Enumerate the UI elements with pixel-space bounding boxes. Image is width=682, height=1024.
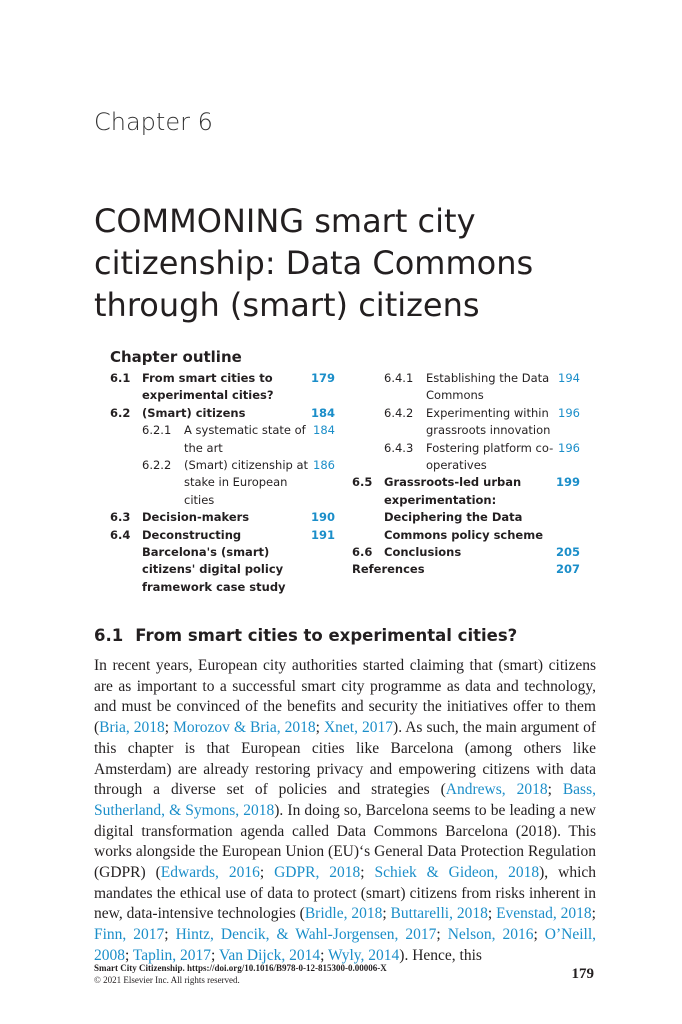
- body-text-run: ;: [320, 946, 329, 964]
- toc-entry-title: Experimenting within grassroots innovation: [426, 405, 551, 438]
- toc-entry-title: Deconstructing Barcelona's (smart) citizens' digital policy framework case study: [142, 527, 286, 594]
- toc-entry[interactable]: [352, 370, 580, 405]
- toc-entry-page[interactable]: 205: [555, 545, 580, 560]
- toc-entry-number: 6.4.2: [384, 405, 414, 420]
- toc-entry-title: Establishing the Data Commons: [426, 371, 550, 403]
- body-text-run: In recent years, European city authorities started claiming that (smart) citizens are as important to a successful smart city programme as data and technology, and must be convinced of the benefits and security the initiatives offer to them (: [94, 657, 596, 737]
- toc-entry-page[interactable]: 199: [555, 475, 580, 490]
- toc-entry-number: 6.2.2: [142, 458, 172, 473]
- toc-entry[interactable]: [110, 509, 335, 526]
- toc-entry-page[interactable]: 190: [310, 510, 335, 525]
- toc-entry-number: 6.5: [352, 475, 373, 490]
- toc-entry-number: 6.2: [110, 405, 131, 420]
- outline-heading: Chapter outline: [110, 348, 242, 366]
- toc-entry-page[interactable]: 184: [310, 405, 335, 420]
- toc-entry-number: 6.1: [110, 371, 131, 385]
- toc-entry-title: (Smart) citizens: [142, 405, 246, 420]
- citation-link[interactable]: Edwards, 2016: [160, 864, 260, 882]
- citation-link[interactable]: Evenstad, 2018: [496, 905, 592, 923]
- body-text-run: ;: [125, 946, 133, 964]
- body-text-run: ;: [547, 781, 563, 799]
- body-text-run: ;: [315, 719, 324, 737]
- citation-link[interactable]: Xnet, 2017: [323, 719, 394, 737]
- toc-entry-title: Fostering platform co-operatives: [426, 440, 554, 473]
- toc-entry-number: 6.4.1: [384, 371, 414, 385]
- chapter-title: COMMONING smart city citizenship: Data Commons through (smart) citizens: [94, 202, 534, 324]
- citation-link[interactable]: Bria, 2018: [99, 719, 165, 737]
- citation-link[interactable]: Hintz, Dencik, & Wahl-Jorgensen, 2017: [175, 926, 437, 944]
- body-text-run: ;: [382, 905, 391, 923]
- body-text-run: ;: [360, 864, 375, 882]
- body-text-run: ), which mandates the ethical use of data to protect (smart) citizens from risks inherent in new, data-intensive technologies (: [94, 864, 597, 923]
- toc-entry-number: 6.2.1: [142, 423, 172, 438]
- body-text-run: ;: [211, 946, 219, 964]
- toc-entry-title: Grassroots-led urban experimentation: Deciphering the Data Commons policy scheme: [384, 475, 544, 542]
- toc-entry-page[interactable]: 207: [555, 562, 580, 577]
- section-title: From smart cities to experimental cities?: [135, 626, 518, 645]
- body-text-run: ;: [436, 926, 448, 944]
- toc-entry-title: References: [352, 562, 425, 577]
- toc-entry[interactable]: [110, 527, 335, 597]
- toc-entry[interactable]: [352, 405, 580, 440]
- citation-link[interactable]: Nelson, 2016: [447, 926, 534, 944]
- citation-link[interactable]: GDPR, 2018: [274, 864, 361, 882]
- citation-link[interactable]: Buttarelli, 2018: [390, 905, 488, 923]
- chapter-label: Chapter 6: [94, 108, 213, 136]
- body-text-run: ;: [591, 905, 596, 923]
- body-text-run: ;: [487, 905, 497, 923]
- section-number: 6.1: [94, 626, 124, 645]
- citation-link[interactable]: Van Dijck, 2014: [218, 946, 321, 964]
- toc-entry-number: 6.4: [110, 527, 131, 542]
- body-text-run: ;: [164, 926, 176, 944]
- citation-link[interactable]: Bridle, 2018: [304, 905, 383, 923]
- toc-entry-page[interactable]: 179: [310, 371, 335, 385]
- toc-entry-page[interactable]: 191: [310, 527, 335, 542]
- toc-entry-page[interactable]: 184: [313, 423, 335, 438]
- toc-entry-page[interactable]: 194: [558, 371, 580, 385]
- footer-doi: Smart City Citizenship. https://doi.org/10.1016/B978-0-12-815300-0.00006-X: [94, 963, 387, 973]
- outline-right-column: [352, 370, 580, 579]
- toc-entry-number: 6.6: [352, 545, 373, 560]
- toc-entry-number: 6.3: [110, 510, 131, 525]
- toc-entry[interactable]: [352, 561, 580, 578]
- toc-entry[interactable]: [352, 544, 580, 561]
- footer: [94, 962, 387, 986]
- toc-entry-title: A systematic state of the art: [184, 423, 306, 455]
- outline-left-column: [110, 370, 335, 596]
- toc-entry[interactable]: [352, 474, 580, 544]
- toc-entry[interactable]: [110, 422, 335, 457]
- toc-entry-title: (Smart) citizenship at stake in European cities: [184, 458, 309, 507]
- toc-entry-page[interactable]: 186: [313, 458, 335, 473]
- toc-entry-page[interactable]: 196: [558, 440, 580, 455]
- footer-copyright: © 2021 Elsevier Inc. All rights reserved.: [94, 975, 240, 985]
- toc-entry-number: 6.4.3: [384, 440, 414, 455]
- citation-link[interactable]: Andrews, 2018: [445, 781, 548, 799]
- toc-entry[interactable]: [110, 370, 335, 405]
- section-heading: [94, 626, 517, 645]
- citation-link[interactable]: Schiek & Gideon, 2018: [374, 864, 540, 882]
- citation-link[interactable]: O’Neill, 2008: [94, 926, 597, 964]
- toc-entry-title: Conclusions: [384, 545, 462, 560]
- toc-entry-page[interactable]: 196: [558, 405, 580, 420]
- toc-entry[interactable]: [110, 405, 335, 422]
- body-text-run: ). In doing so, Barcelona seems to be leading a new digital transformation agenda called Data Commons Barcelona (2018). This works alongside the European Union (EU)‘s General Data Protection Regulation (GDPR) (: [94, 801, 596, 882]
- citation-link[interactable]: Taplin, 2017: [132, 946, 212, 964]
- body-text-run: ). As such, the main argument of this chapter is that European cities like Barcelona (among others like Amsterdam) are already restoring privacy and empowering citizens with data through a diverse set of policies and strategies (: [94, 719, 596, 799]
- citation-link[interactable]: Finn, 2017: [94, 926, 165, 944]
- page-number: 179: [571, 966, 594, 982]
- citation-link[interactable]: Wyly, 2014: [328, 946, 400, 964]
- body-text-run: ). Hence, this: [399, 946, 482, 964]
- citation-link[interactable]: Bass, Sutherland, & Symons, 2018: [94, 781, 596, 819]
- toc-entry-title: From smart cities to experimental cities?: [142, 371, 274, 403]
- toc-entry-title: Decision-makers: [142, 510, 250, 525]
- body-text-run: ;: [533, 926, 545, 944]
- toc-entry[interactable]: [352, 440, 580, 475]
- citation-link[interactable]: Morozov & Bria, 2018: [173, 719, 316, 737]
- toc-entry[interactable]: [110, 457, 335, 509]
- body-text-run: ;: [164, 719, 174, 737]
- body-paragraph: [94, 656, 596, 967]
- body-text-run: ;: [259, 864, 275, 882]
